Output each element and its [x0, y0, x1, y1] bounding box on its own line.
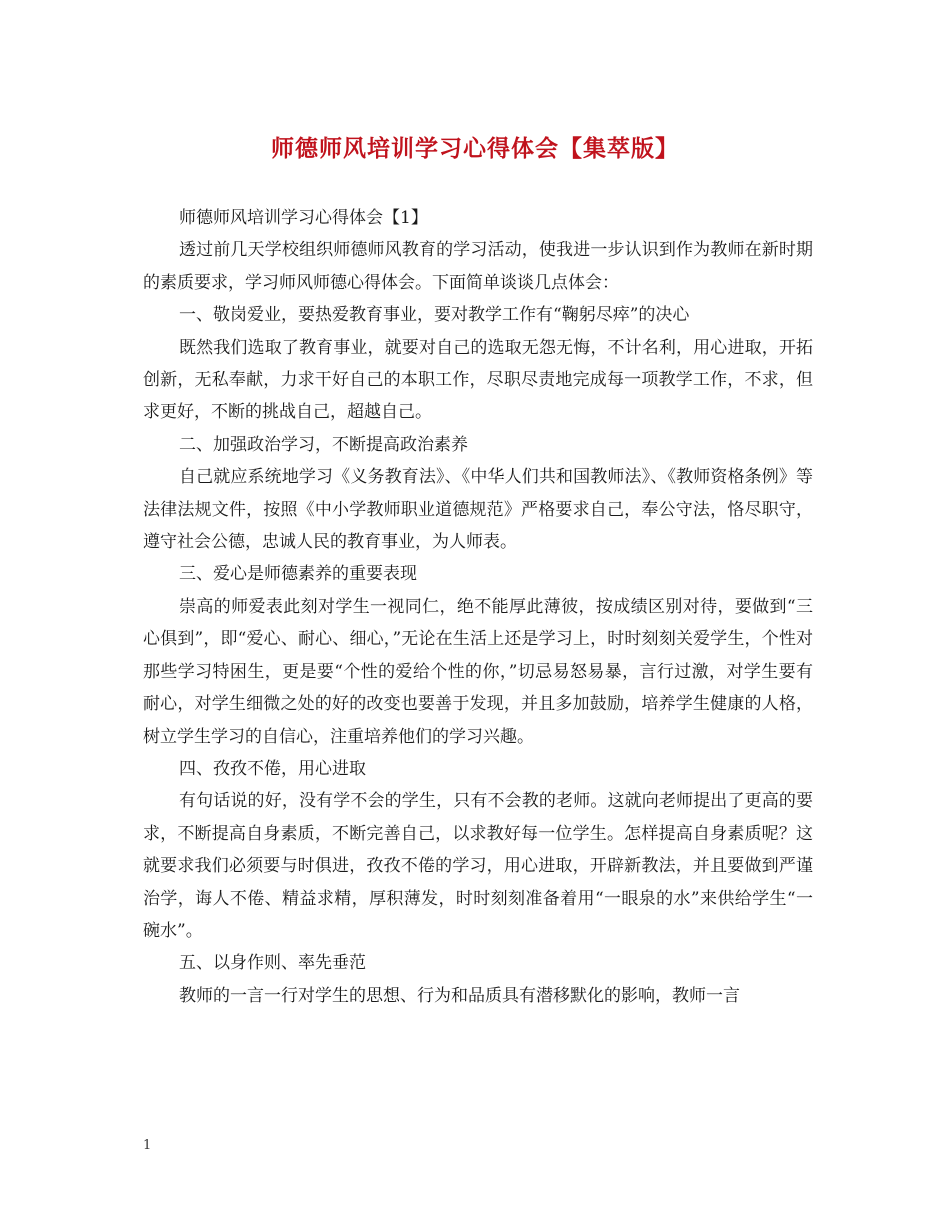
- paragraph: 自己就应系统地学习《义务教育法》、《中华人们共和国教师法》、《教师资格条例》等法律法规文件，按照《中小学教师职业道德规范》严格要求自己，奉公守法，恪尽职守，遵守社会公德，忠诚人民的教育事业，为人师表。: [143, 467, 813, 553]
- paragraph: 有句话说的好，没有学不会的学生，只有不会教的老师。这就向老师提出了更高的要求，不断提高自身素质，不断完善自己，以求教好每一位学生。怎样提高自身素质呢？这就要求我们必须要与时俱进，孜孜不倦的学习，用心进取，开辟新教法，并且要做到严谨治学，诲人不倦、精益求精，厚积薄发，时时刻刻准备着用“一眼泉的水”来供给学生“一碗水”。: [143, 791, 813, 941]
- section-heading: 四、孜孜不倦，用心进取: [179, 758, 366, 779]
- section-heading: 一、敬岗爱业，要热爱教育事业，要对教学工作有“鞠躬尽瘁”的决心: [179, 305, 690, 326]
- paragraph: 透过前几天学校组织师德师风教育的学习活动，使我进一步认识到作为教师在新时期的素质要求，学习师风师德心得体会。下面简单谈谈几点体会：: [143, 240, 813, 293]
- paragraph: 既然我们选取了教育事业，就要对自己的选取无怨无悔，不计名利，用心进取，开拓创新，无私奉献，力求干好自己的本职工作，尽职尽责地完成每一项教学工作，不求，但求更好，不断的挑战自己，超越自己。: [143, 337, 813, 423]
- paragraph: 崇高的师爱表此刻对学生一视同仁，绝不能厚此薄彼，按成绩区别对待，要做到“三心俱到”，即“爱心、耐心、细心，”无论在生活上还是学习上，时时刻刻关爱学生，个性对那些学习特困生，更是要“个性的爱给个性的你，”切忌易怒易暴，言行过激，对学生要有耐心，对学生细微之处的好的改变也要善于发现，并且多加鼓励，培养学生健康的人格，树立学生学习的自信心，注重培养他们的学习兴趣。: [143, 596, 813, 747]
- section-heading: 三、爱心是师德素养的重要表现: [179, 564, 417, 585]
- paragraph: 师德师风培训学习心得体会【1】: [179, 208, 428, 228]
- section-heading: 五、以身作则、率先垂范: [179, 953, 366, 974]
- document-body: [143, 202, 813, 1012]
- page-number: 1: [143, 1138, 152, 1153]
- section-heading: 二、加强政治学习，不断提高政治素养: [179, 434, 468, 455]
- document-title: 师德师风培训学习心得体会【集萃版】: [271, 135, 679, 162]
- paragraph: 教师的一言一行对学生的思想、行为和品质具有潜移默化的影响，教师一言: [179, 985, 740, 1006]
